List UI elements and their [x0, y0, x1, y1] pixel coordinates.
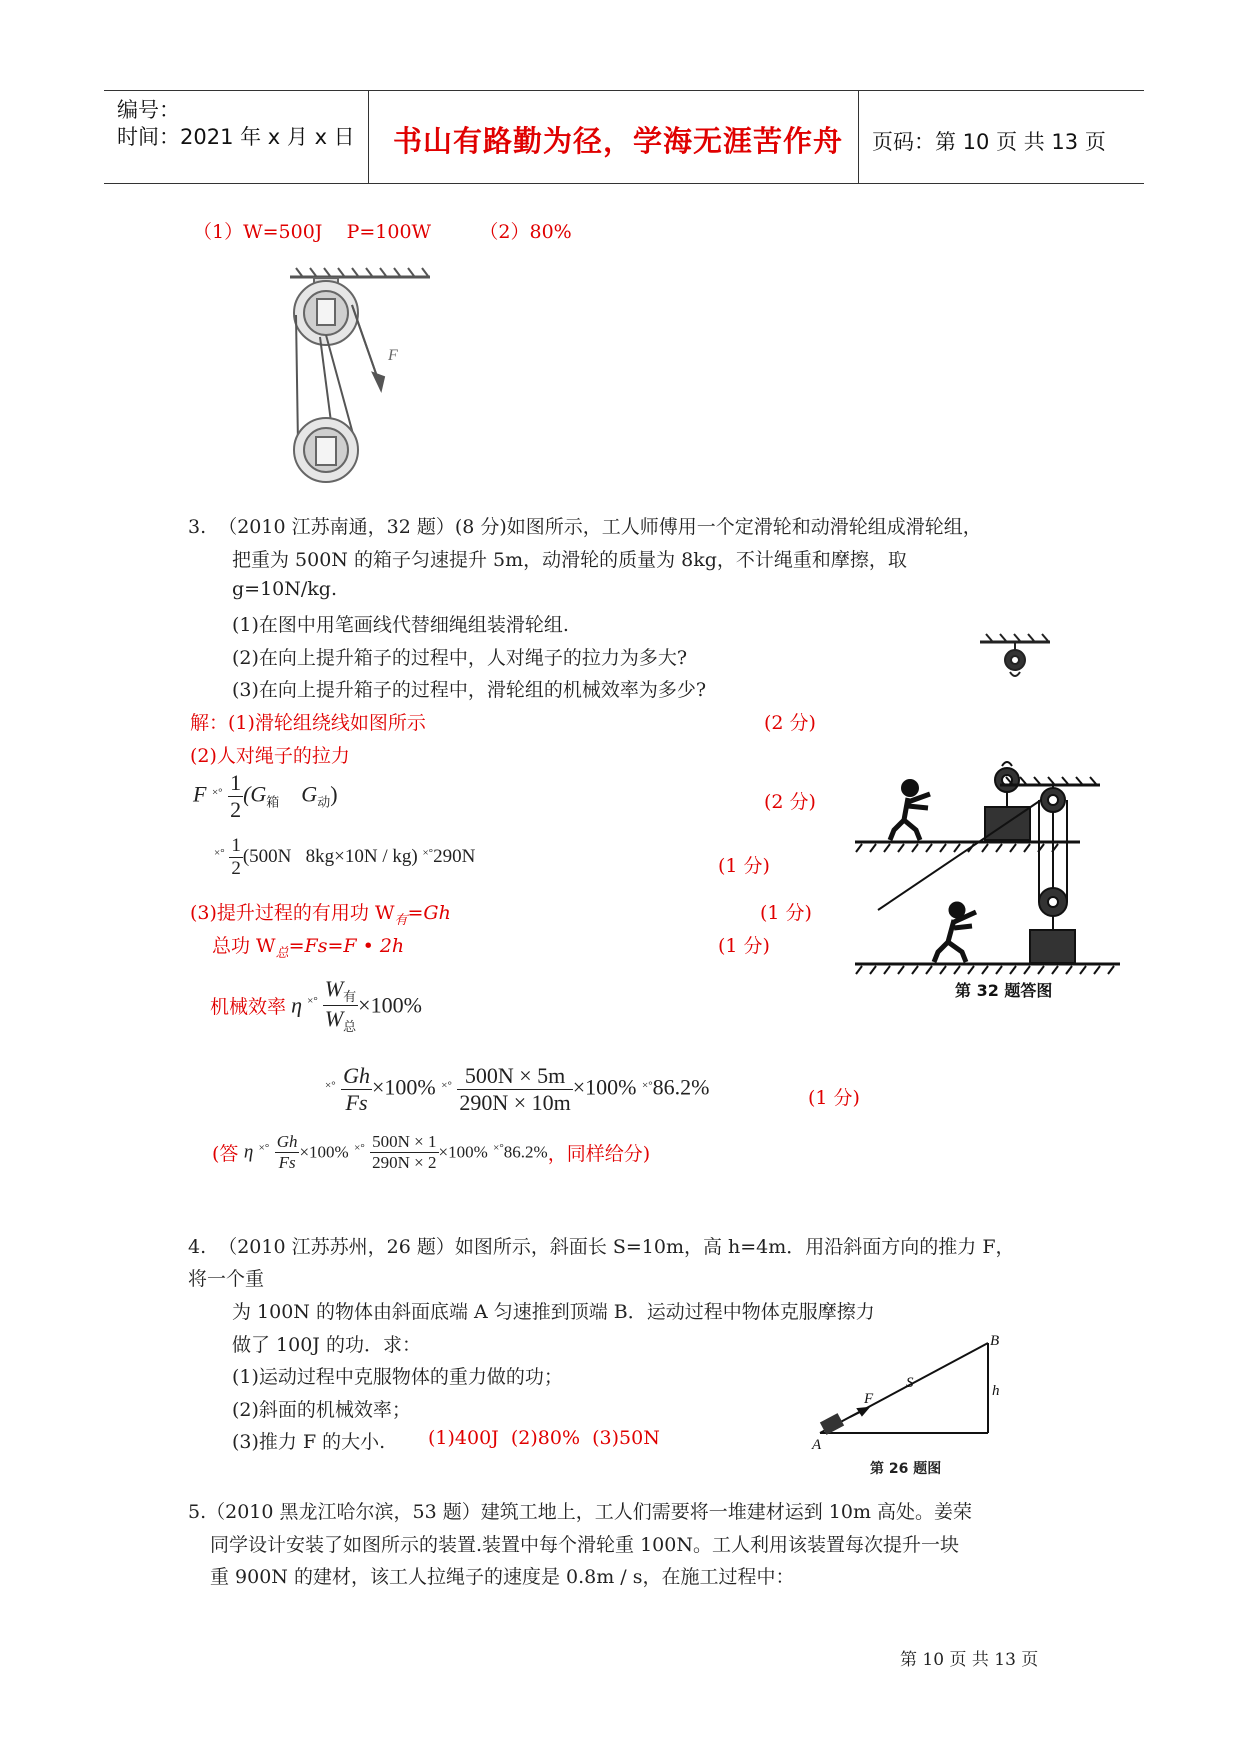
- subscript-box: 箱: [266, 794, 280, 810]
- q3-sub-1: (1)在图中用笔画线代替细绳组装滑轮组.: [232, 614, 569, 636]
- equals-glyph: ×°: [354, 1142, 365, 1154]
- incline-label-S: S: [906, 1375, 914, 1391]
- incline-label-h: h: [992, 1383, 1000, 1399]
- header-page-label: 页码：第 10 页 共 13 页: [872, 130, 1106, 154]
- q4-sub-1: (1)运动过程中克服物体的重力做的功；: [232, 1366, 563, 1388]
- worker-pulling: [934, 902, 976, 962]
- q3-figure-caption: 第 32 题答图: [955, 981, 1053, 1000]
- equals-glyph: ×°: [258, 1142, 270, 1154]
- answer-figure-main: [900, 777, 1050, 781]
- answer2-line: （1）W=500J P=100W （2）80%: [193, 221, 572, 243]
- equals-glyph: ×°: [642, 1079, 653, 1092]
- header-number-label: 编号：: [117, 98, 180, 122]
- equals-glyph: ×°: [422, 846, 434, 859]
- q3-solution-1: 解：(1)滑轮组绕线如图所示: [190, 712, 426, 734]
- alt-num-2: 500N × 1: [372, 1132, 437, 1151]
- header-divider-left: [368, 90, 369, 183]
- fraction-half: [229, 835, 243, 880]
- alt-eta: η: [243, 1141, 254, 1163]
- eff-numerator-sub: 有: [343, 989, 357, 1004]
- alt-result: 86.2%: [503, 1142, 548, 1162]
- alt-prefix: (答: [212, 1143, 239, 1165]
- q3-solution-2: (2)人对绳子的拉力: [190, 745, 350, 767]
- useful-work-formula: =Gh: [407, 902, 451, 924]
- q3-formula-force: [193, 770, 338, 823]
- useful-work-text: (3)提升过程的有用功 W: [190, 902, 395, 924]
- incline-label-F: F: [864, 1391, 874, 1407]
- total-work-text: 总功 W: [212, 935, 276, 957]
- force-expression: (500N 8kg×10N / kg): [242, 845, 418, 867]
- movable-pulley: [294, 418, 358, 482]
- fraction-numerator: 1: [230, 770, 242, 795]
- q3-formula-force-value-points: (1 分): [718, 855, 770, 877]
- q3-sub-3: (3)在向上提升箱子的过程中，滑轮组的机械效率为多少?: [232, 679, 707, 701]
- eff-denominator: W: [324, 1006, 344, 1031]
- calc-result: 86.2%: [652, 1074, 710, 1100]
- header-time-label: 时间：2021 年 x 月 x 日: [117, 125, 355, 149]
- calc-den-1: Fs: [345, 1090, 368, 1115]
- fraction-denominator: 2: [231, 858, 241, 879]
- q5-stem-2: 同学设计安装了如图所示的装置.装置中每个滑轮重 100N。工人利用该装置每次提升一块: [210, 1534, 959, 1556]
- incline-label-B: B: [990, 1335, 1000, 1349]
- q3-stem-1: 3. （2010 江苏南通，32 题）(8 分)如图所示，工人师傅用一个定滑轮和动滑轮组成滑轮组，: [188, 516, 982, 538]
- force-result: 290N: [433, 845, 476, 867]
- efficiency-fraction: [323, 976, 358, 1035]
- q3-alt-answer: [212, 1132, 650, 1173]
- equals-glyph: ×°: [214, 846, 225, 859]
- eta-symbol: η: [291, 992, 303, 1018]
- total-work-formula: =Fs=F • 2h: [288, 935, 405, 957]
- calc-fraction-1: [341, 1063, 372, 1116]
- q3-solution-3: [190, 898, 451, 928]
- alt-fraction-2: [370, 1132, 438, 1173]
- equals-glyph: ×°: [493, 1142, 504, 1154]
- var-G-pulley: G: [301, 781, 318, 807]
- subscript-pulley: 动: [317, 794, 331, 810]
- eff-denominator-sub: 总: [343, 1019, 357, 1034]
- efficiency-label: 机械效率: [210, 996, 287, 1018]
- q3-sub-2: (2)在向上提升箱子的过程中，人对绳子的拉力为多大?: [232, 647, 688, 669]
- q3-calc-points: (1 分): [808, 1087, 860, 1109]
- calc-num-1: Gh: [343, 1063, 370, 1088]
- pulley-figure-1: [260, 265, 440, 485]
- q3-stem-3: g=10N/kg.: [232, 578, 338, 600]
- ceiling-hatch: [290, 268, 430, 277]
- q3-solution-4-points: (1 分): [718, 935, 770, 957]
- total-work-sub: 总: [275, 946, 289, 961]
- equals-glyph: ×°: [441, 1079, 452, 1092]
- q4-stem-4: 做了 100J 的功．求：: [232, 1334, 421, 1356]
- q4-stem-2: 将一个重: [188, 1268, 265, 1290]
- useful-work-sub: 有: [394, 913, 408, 928]
- q3-figure: [850, 630, 1130, 1120]
- q3-formula-force-value: [214, 835, 475, 880]
- calc-end: ×100%: [572, 1074, 637, 1100]
- q3-solution-1-points: (2 分): [764, 712, 816, 734]
- header-motto: 书山有路勤为径，学海无涯苦作舟: [393, 124, 844, 158]
- calc-num-2: 500N × 5m: [457, 1063, 572, 1090]
- header-bottom-rule: [104, 183, 1144, 184]
- alt-end: ×100%: [438, 1142, 488, 1162]
- fraction-denominator: 2: [230, 797, 242, 822]
- q3-solution-4: [212, 931, 404, 961]
- q4-sub-3: (3)推力 F 的大小.: [232, 1431, 386, 1453]
- footer-page-number: 第 10 页 共 13 页: [900, 1650, 1039, 1670]
- fraction-half: [228, 770, 243, 823]
- eff-numerator: W: [324, 976, 344, 1001]
- q4-stem-1: 4. （2010 江苏苏州，26 题）如图所示，斜面长 S=10m，高 h=4m．用沿斜面方向的推力 F，: [188, 1236, 1015, 1258]
- q5-stem-1: 5.（2010 黑龙江哈尔滨，53 题）建筑工地上，工人们需要将一堆建材运到 10m 高处。姜荣: [188, 1501, 973, 1523]
- alt-den-2: 290N × 2: [372, 1153, 437, 1172]
- box-with-pulley: [985, 762, 1030, 840]
- alt-mid: ×100%: [299, 1142, 349, 1162]
- var-F: F: [193, 781, 207, 807]
- alt-den-1: Fs: [278, 1153, 296, 1172]
- incline-label-A: A: [812, 1437, 822, 1453]
- force-arrow: [352, 305, 384, 390]
- small-ceiling-pulley-icon: [980, 634, 1050, 676]
- q3-solution-3-points: (1 分): [760, 902, 812, 924]
- incline-figure: [808, 1335, 1008, 1455]
- equals-glyph: ×°: [325, 1079, 336, 1092]
- force-label-F: F: [388, 347, 398, 364]
- q3-efficiency: [210, 976, 422, 1035]
- equals-glyph: ×°: [211, 786, 223, 799]
- q4-answers: (1)400J (2)80% (3)50N: [428, 1427, 660, 1449]
- alt-fraction-1: [275, 1132, 300, 1173]
- q4-figure-caption: 第 26 题图: [870, 1461, 942, 1477]
- q4-stem-3: 为 100N 的物体由斜面底端 A 匀速推到顶端 B．运动过程中物体克服摩擦力: [232, 1301, 875, 1323]
- q3-efficiency-calc: [325, 1063, 709, 1116]
- q3-formula-force-points: (2 分): [764, 791, 816, 813]
- var-G-box: (G: [243, 781, 267, 807]
- header-divider-right: [858, 90, 859, 183]
- q5-stem-3: 重 900N 的建材，该工人拉绳子的速度是 0.8m / s，在施工过程中：: [210, 1566, 795, 1588]
- fixed-pulley: [294, 278, 358, 345]
- fraction-numerator: 1: [231, 835, 241, 856]
- calc-fraction-2: [457, 1063, 572, 1116]
- close-paren: ): [330, 781, 338, 807]
- header-top-rule: [104, 90, 1144, 91]
- q3-stem-2: 把重为 500N 的箱子匀速提升 5m，动滑轮的质量为 8kg，不计绳重和摩擦，取: [232, 549, 907, 571]
- equals-glyph: ×°: [307, 995, 318, 1007]
- q4-sub-2: (2)斜面的机械效率；: [232, 1399, 411, 1421]
- eff-tail: ×100%: [358, 992, 422, 1018]
- calc-den-2: 290N × 10m: [459, 1090, 571, 1115]
- alt-num-1: Gh: [276, 1132, 298, 1151]
- alt-suffix: ，同样给分): [547, 1143, 651, 1165]
- calc-mid: ×100%: [372, 1074, 436, 1100]
